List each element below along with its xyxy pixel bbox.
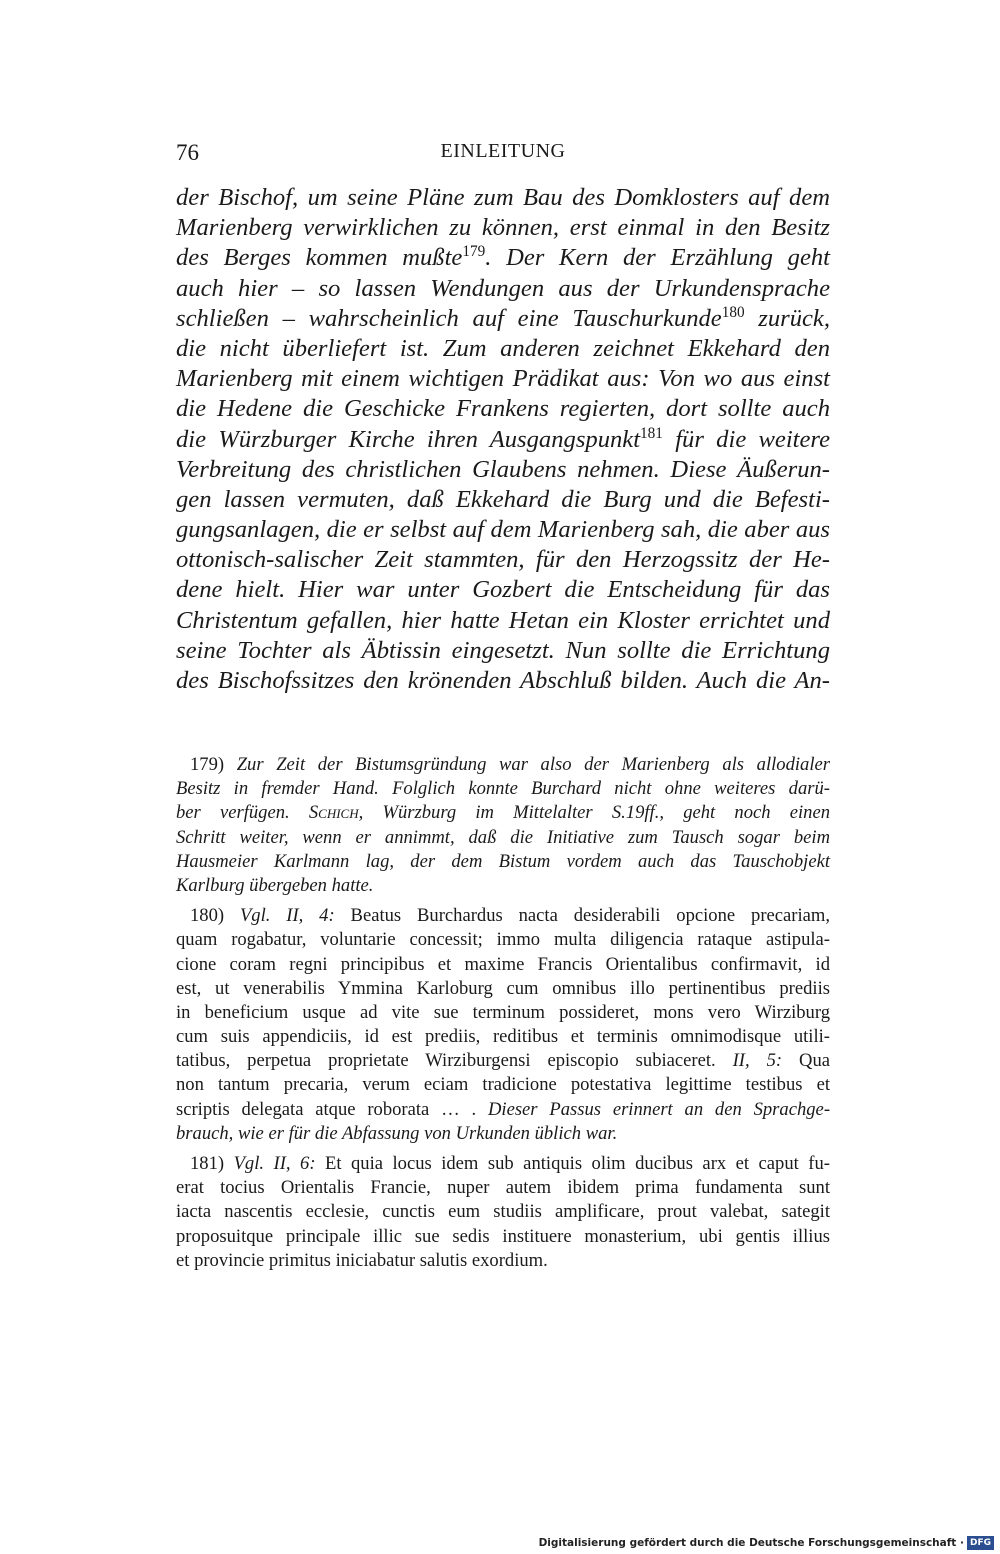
text-line bbox=[176, 636, 830, 666]
text-run: des Bischofssitzes den krönenden Abschluß bilden. Auch die An- bbox=[176, 667, 830, 694]
text-run: quam rogabatur, voluntarie concessit; immo multa diligencia rataque astipula- bbox=[176, 929, 830, 951]
text-run: Zur Zeit der Bistumsgründung war also der Marienberg als allodialer bbox=[236, 754, 830, 775]
text-run: Vgl. II, 6: bbox=[233, 1153, 316, 1174]
footnote-reference: 180 bbox=[721, 303, 745, 321]
page-number: 76 bbox=[176, 140, 199, 165]
dfg-logo: DFG bbox=[967, 1536, 994, 1550]
text-run: des Berges kommen mußte bbox=[176, 244, 463, 272]
page-header bbox=[176, 140, 830, 170]
text-run: cum suis appendiciis, id est prediis, reditibus et terminis omnimodisque utili- bbox=[176, 1026, 830, 1048]
footnote-line bbox=[176, 1176, 830, 1200]
text-run: 180) bbox=[190, 905, 240, 927]
footnote-line bbox=[176, 826, 830, 850]
footnote-line bbox=[176, 1152, 830, 1176]
text-run: der Bischof, um seine Pläne zum Bau des Domklosters auf dem bbox=[176, 184, 830, 211]
text-run: Et quia locus idem sub antiquis olim ducibus arx et caput fu- bbox=[315, 1153, 830, 1174]
text-run: erat tocius Orientalis Francie, nuper autem ibidem prima fundamenta sunt bbox=[176, 1177, 830, 1199]
text-run: est, ut venerabilis Ymmina Karloburg cum omnibus illo pertinentibus prediis bbox=[176, 977, 830, 999]
text-run: ber verfügen. bbox=[176, 802, 309, 824]
footnote-line bbox=[176, 777, 830, 801]
digitization-credit bbox=[539, 1536, 994, 1550]
text-run: Vgl. II, 4: bbox=[239, 905, 335, 927]
text-run: Beatus Burchardus nacta desiderabili opcione precariam, bbox=[334, 905, 830, 927]
text-run: gungsanlagen, die er selbst auf dem Marienberg sah, die aber aus bbox=[176, 516, 830, 544]
footnote-line bbox=[176, 801, 830, 825]
text-line bbox=[176, 243, 830, 273]
text-run: seine Tochter als Äbtissin eingesetzt. Nun sollte die Errichtung bbox=[176, 636, 830, 664]
text-line bbox=[176, 545, 830, 575]
text-run: dene hielt. Hier war unter Gozbert die Entscheidung für das bbox=[176, 576, 830, 604]
footnote-reference: 181 bbox=[640, 424, 663, 442]
footnote-line bbox=[176, 1200, 830, 1224]
footnote-line bbox=[176, 850, 830, 874]
text-run: für die weitere bbox=[662, 425, 830, 453]
footnote-line bbox=[176, 1122, 830, 1146]
footnote-line bbox=[176, 753, 830, 777]
footnote-line bbox=[176, 1001, 830, 1025]
running-head: EINLEITUNG bbox=[440, 140, 566, 162]
footnote bbox=[176, 904, 830, 1146]
text-line bbox=[176, 485, 830, 515]
text-run: die nicht überliefert ist. Zum anderen zeichnet Ekkehard den bbox=[176, 334, 830, 362]
footnote-line bbox=[176, 977, 830, 1001]
text-run: in beneficium usque ad vite sue terminum possideret, mons vero Wirziburg bbox=[176, 1001, 830, 1023]
footnote-line bbox=[176, 1073, 830, 1097]
footnote-line bbox=[176, 953, 830, 977]
footnote bbox=[176, 1152, 830, 1273]
text-run: . Der Kern der Erzählung geht bbox=[485, 244, 830, 272]
text-line bbox=[176, 183, 830, 213]
text-line bbox=[176, 515, 830, 545]
footnote-line bbox=[176, 1025, 830, 1049]
text-line bbox=[176, 364, 830, 394]
text-run: tatibus, perpetua proprietate Wirziburgensi episcopio subiaceret. bbox=[176, 1050, 733, 1072]
credit-text: Digitalisierung gefördert durch die Deutsche Forschungsgemeinschaft · bbox=[538, 1537, 964, 1549]
text-run: Marienberg mit einem wichtigen Prädikat aus: Von wo aus einst bbox=[176, 365, 830, 393]
footnote-line bbox=[176, 928, 830, 952]
text-run: auch hier – so lassen Wendungen aus der Urkundensprache bbox=[176, 274, 830, 302]
text-run: Karlburg übergeben hatte. bbox=[176, 874, 374, 896]
text-run: Schich bbox=[308, 802, 359, 824]
text-run: Besitz in fremder Hand. Folglich konnte Burchard nicht ohne weiteres darü- bbox=[176, 778, 830, 800]
text-line bbox=[176, 334, 830, 364]
text-run: iacta nascentis ecclesie, cunctis eum studiis amplificare, prout valebat, sategit bbox=[176, 1201, 830, 1223]
footnote-reference: 179 bbox=[462, 243, 486, 261]
main-text bbox=[176, 183, 830, 696]
text-run: schließen – wahrscheinlich auf eine Tauschurkunde bbox=[176, 304, 722, 332]
text-run: zurück, bbox=[744, 304, 830, 332]
text-run: Hausmeier Karlmann lag, der dem Bistum vordem auch das Tauschobjekt bbox=[176, 850, 830, 872]
footnotes bbox=[176, 753, 830, 1279]
text-run: et provincie primitus iniciabatur salutis exordium. bbox=[176, 1249, 548, 1271]
text-line bbox=[176, 606, 830, 636]
text-run: Marienberg verwirklichen zu können, erst einmal in den Besitz bbox=[176, 214, 830, 242]
text-run: Qua bbox=[782, 1050, 830, 1072]
footnote-line bbox=[176, 1225, 830, 1249]
footnote-line bbox=[176, 1249, 830, 1273]
text-run: 181) bbox=[190, 1153, 234, 1174]
text-run: proposuitque principale illic sue sedis instituere monasterium, ubi gentis illius bbox=[176, 1225, 830, 1247]
text-run: scriptis delegata atque roborata … . bbox=[176, 1098, 488, 1120]
text-run: cione coram regni principibus et maxime Francis Orientalibus confirmavit, id bbox=[176, 953, 830, 975]
text-line bbox=[176, 575, 830, 605]
text-run: II, 5: bbox=[732, 1050, 783, 1072]
text-run: die Hedene die Geschicke Frankens regierten, dort sollte auch bbox=[176, 395, 830, 423]
footnote-line bbox=[176, 1049, 830, 1073]
text-line bbox=[176, 304, 830, 334]
text-line bbox=[176, 394, 830, 424]
text-run: Dieser Passus erinnert an den Sprachge- bbox=[487, 1098, 831, 1120]
text-line bbox=[176, 455, 830, 485]
text-line bbox=[176, 213, 830, 243]
text-run: , Würzburg im Mittelalter S.19ff., geht noch einen bbox=[358, 802, 830, 824]
text-line bbox=[176, 274, 830, 304]
text-run: gen lassen vermuten, daß Ekkehard die Burg und die Befesti- bbox=[176, 485, 830, 513]
footnote-line bbox=[176, 1098, 830, 1122]
text-line bbox=[176, 425, 830, 455]
footnote bbox=[176, 753, 830, 898]
text-run: Christentum gefallen, hier hatte Hetan ein Kloster errichtet und bbox=[176, 606, 830, 634]
text-run: ottonisch-salischer Zeit stammten, für den Herzogssitz der He- bbox=[176, 546, 830, 574]
text-line bbox=[176, 666, 830, 696]
text-run: 179) bbox=[190, 754, 237, 775]
footnote-line bbox=[176, 874, 830, 898]
text-run: Schritt weiter, wenn er annimmt, daß die Initiative zum Tausch sogar beim bbox=[176, 826, 830, 848]
text-run: die Würzburger Kirche ihren Ausgangspunkt bbox=[176, 425, 641, 453]
text-run: brauch, wie er für die Abfassung von Urkunden üblich war. bbox=[176, 1122, 618, 1144]
text-run: non tantum precaria, verum eciam tradicione potestativa legittime testibus et bbox=[176, 1074, 830, 1096]
text-run: Verbreitung des christlichen Glaubens nehmen. Diese Äußerun- bbox=[176, 455, 830, 483]
footnote-line bbox=[176, 904, 830, 928]
